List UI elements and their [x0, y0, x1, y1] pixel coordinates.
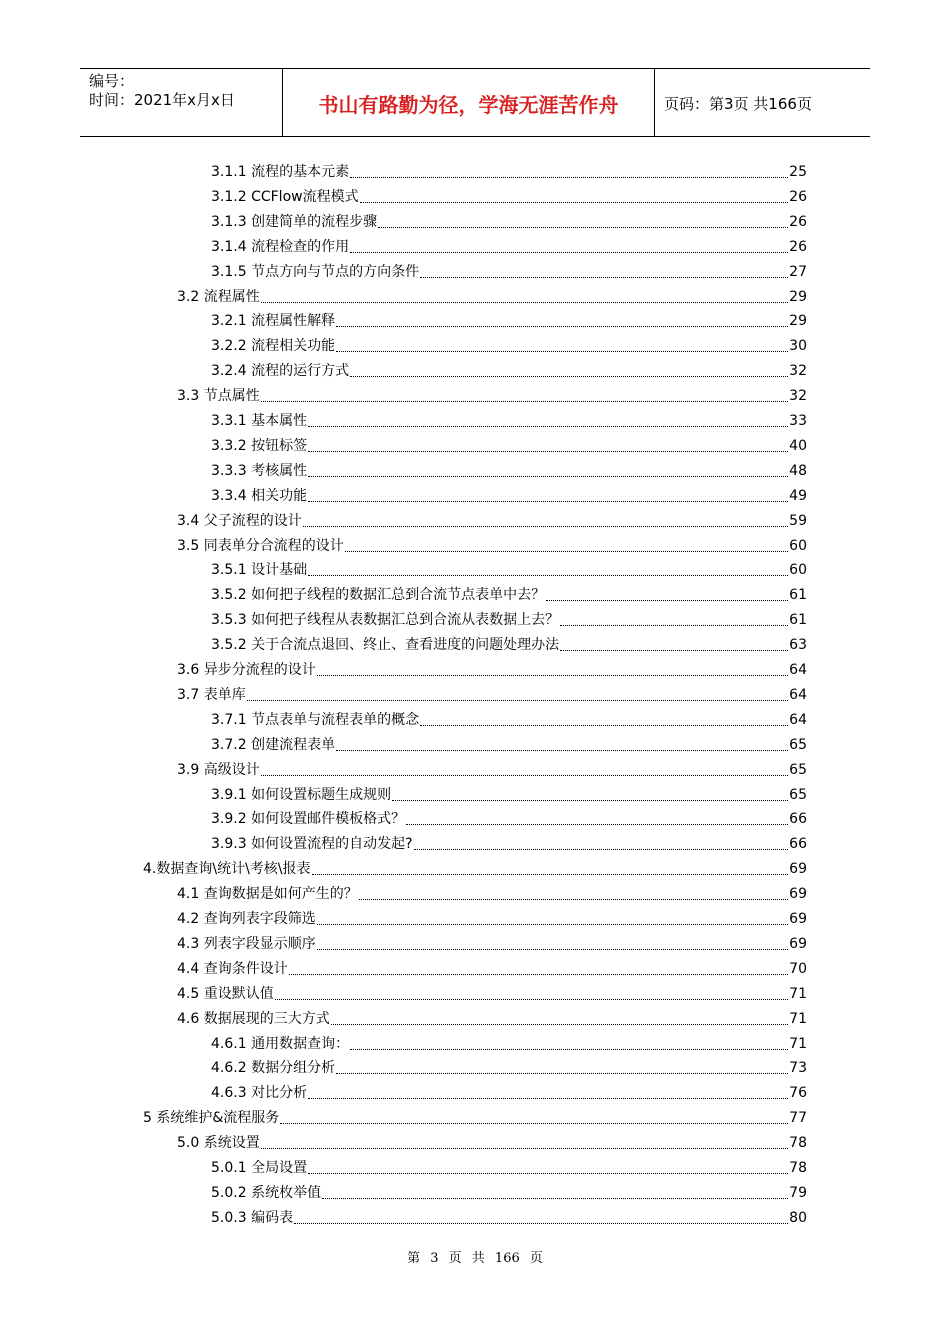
toc-entry[interactable]: [211, 432, 807, 456]
header-motto: 书山有路勤为径，学海无涯苦作舟: [318, 93, 619, 117]
toc-dot-leader: [350, 177, 788, 178]
toc-entry[interactable]: [211, 1154, 807, 1178]
toc-entry-title: 5.0.2 系统枚举值: [211, 1184, 322, 1201]
toc-dot-leader: [317, 949, 788, 950]
toc-dot-leader: [289, 974, 788, 975]
toc-entry[interactable]: [211, 407, 807, 431]
header-left-cell: [80, 69, 282, 136]
toc-dot-leader: [280, 1123, 788, 1124]
toc-entry-title: 3.9.3 如何设置流程的自动发起?: [211, 836, 413, 853]
toc-entry-page: 69: [789, 886, 807, 903]
toc-entry-page: 70: [789, 960, 807, 977]
toc-dot-leader: [322, 1198, 788, 1199]
toc-entry-page: 73: [789, 1060, 807, 1077]
toc-entry-title: 3.9.1 如何设置标题生成规则: [211, 786, 392, 803]
toc-entry-page: 60: [789, 562, 807, 579]
header-right-cell: [655, 69, 870, 136]
toc-entry[interactable]: [211, 1179, 807, 1203]
toc-dot-leader: [392, 800, 788, 801]
toc-dot-leader: [414, 849, 789, 850]
toc-entry-title: 3.1.2 CCFlow流程模式: [211, 188, 359, 205]
toc-entry[interactable]: [211, 805, 807, 829]
document-date-label: 时间：2021年x月x日: [89, 91, 235, 109]
toc-entry[interactable]: [211, 606, 807, 630]
toc-entry-title: 4.数据查询\统计\考核\报表: [143, 861, 311, 878]
toc-entry[interactable]: [211, 1054, 807, 1078]
toc-dot-leader: [261, 1148, 788, 1149]
toc-entry-title: 5.0.3 编码表: [211, 1209, 294, 1226]
toc-dot-leader: [308, 1173, 788, 1174]
toc-entry-title: 3.3 节点属性: [177, 388, 260, 405]
toc-entry-title: 5 系统维护&流程服务: [143, 1110, 280, 1127]
toc-entry-title: 4.6.3 对比分析: [211, 1085, 308, 1102]
toc-dot-leader: [336, 326, 788, 327]
toc-entry[interactable]: [177, 532, 807, 556]
toc-entry-title: 3.1.4 流程检查的作用: [211, 238, 350, 255]
toc-entry-title: 4.1 查询数据是如何产生的？: [177, 886, 358, 903]
toc-entry[interactable]: [177, 880, 807, 904]
toc-entry-page: 78: [789, 1160, 807, 1176]
toc-dot-leader: [378, 227, 788, 228]
toc-entry[interactable]: [177, 283, 807, 307]
toc-entry-page: 65: [789, 786, 807, 803]
toc-entry-page: 64: [789, 662, 807, 678]
toc-entry-title: 3.3.1 基本属性: [211, 413, 308, 429]
toc-entry-title: 3.1.3 创建简单的流程步骤: [211, 213, 378, 230]
toc-entry-page: 64: [789, 686, 807, 703]
header-page-info: 页码：第3页 共166页: [664, 95, 812, 113]
toc-dot-leader: [308, 1098, 788, 1099]
toc-entry-page: 71: [789, 1010, 807, 1027]
toc-dot-leader: [420, 725, 788, 726]
toc-entry-page: 29: [789, 288, 807, 305]
toc-entry[interactable]: [211, 731, 807, 755]
toc-dot-leader: [350, 1049, 788, 1050]
toc-entry-page: 65: [789, 736, 807, 753]
toc-entry-page: 49: [789, 487, 807, 504]
toc-entry-title: 3.7 表单库: [177, 686, 246, 703]
toc-entry[interactable]: [211, 706, 807, 730]
toc-dot-leader: [312, 874, 789, 875]
toc-entry-page: 66: [789, 811, 807, 828]
toc-entry[interactable]: [177, 507, 807, 531]
page-footer: 第 3 页 共 166 页: [407, 1251, 543, 1266]
toc-entry-page: 77: [789, 1110, 807, 1127]
toc-entry-title: 4.6 数据展现的三大方式: [177, 1010, 330, 1027]
toc-entry-page: 69: [789, 911, 807, 927]
toc-dot-leader: [261, 775, 788, 776]
toc-dot-leader: [308, 501, 788, 502]
toc-dot-leader: [308, 476, 788, 477]
toc-entry-title: 4.6.1 通用数据查询：: [211, 1035, 350, 1052]
toc-entry-title: 3.5.2 如何把子线程的数据汇总到合流节点表单中去？: [211, 587, 546, 604]
toc-entry[interactable]: [211, 556, 807, 580]
toc-entry[interactable]: [211, 631, 807, 655]
toc-entry[interactable]: [143, 855, 807, 879]
toc-entry-page: 71: [789, 1035, 807, 1052]
toc-dot-leader: [261, 302, 788, 303]
toc-entry-page: 29: [789, 313, 807, 330]
toc-dot-leader: [336, 351, 788, 352]
toc-entry-page: 27: [789, 263, 807, 280]
toc-entry[interactable]: [211, 457, 807, 481]
toc-entry-title: 3.2.2 流程相关功能: [211, 338, 336, 355]
toc-entry-page: 69: [789, 935, 807, 952]
header-motto-cell: [282, 69, 655, 136]
toc-entry-title: 3.2.1 流程属性解释: [211, 313, 336, 330]
toc-entry-page: 30: [789, 338, 807, 355]
toc-entry-title: 3.7.1 节点表单与流程表单的概念: [211, 711, 420, 728]
toc-entry-title: 3.2.4 流程的运行方式: [211, 363, 350, 380]
toc-entry-title: 3.3.3 考核属性: [211, 462, 308, 479]
toc-entry[interactable]: [211, 781, 807, 805]
document-number-label: 编号：: [89, 72, 135, 90]
toc-entry-title: 3.5 同表单分合流程的设计: [177, 537, 344, 554]
toc-entry[interactable]: [177, 681, 807, 705]
toc-entry[interactable]: [211, 482, 807, 506]
toc-dot-leader: [261, 401, 788, 402]
toc-entry[interactable]: [211, 258, 807, 282]
toc-dot-leader: [350, 252, 788, 253]
toc-entry-title: 4.2 查询列表字段筛选: [177, 911, 316, 927]
toc-dot-leader: [336, 750, 788, 751]
toc-entry-page: 71: [789, 985, 807, 1002]
toc-dot-leader: [359, 899, 788, 900]
toc-entry-page: 32: [789, 363, 807, 380]
toc-entry-page: 48: [789, 462, 807, 479]
toc-entry-title: 4.6.2 数据分组分析: [211, 1060, 336, 1077]
toc-entry-title: 3.1.1 流程的基本元素: [211, 164, 350, 180]
toc-entry-page: 64: [789, 711, 807, 728]
toc-entry-page: 26: [789, 238, 807, 255]
toc-entry-page: 80: [789, 1209, 807, 1226]
toc-dot-leader: [308, 575, 788, 576]
toc-entry[interactable]: [177, 980, 807, 1004]
toc-entry[interactable]: [211, 357, 807, 381]
toc-entry-page: 76: [789, 1085, 807, 1102]
toc-entry-page: 26: [789, 213, 807, 230]
toc-dot-leader: [317, 675, 788, 676]
toc-dot-leader: [303, 526, 788, 527]
toc-entry[interactable]: [177, 756, 807, 780]
toc-entry[interactable]: [211, 1079, 807, 1103]
toc-entry-title: 4.4 查询条件设计: [177, 960, 288, 977]
toc-entry-title: 3.4 父子流程的设计: [177, 512, 302, 529]
toc-entry[interactable]: [177, 656, 807, 680]
toc-entry[interactable]: [211, 332, 807, 356]
toc-entry-title: 3.5.2 关于合流点退回、终止、查看进度的问题处理办法: [211, 637, 560, 654]
toc-entry-page: 32: [789, 388, 807, 405]
toc-entry-page: 78: [789, 1135, 807, 1152]
toc-entry-title: 3.9.2 如何设置邮件模板格式？: [211, 811, 406, 828]
toc-entry-title: 3.5.3 如何把子线程从表数据汇总到合流从表数据上去？: [211, 612, 560, 629]
toc-entry-title: 3.1.5 节点方向与节点的方向条件: [211, 263, 420, 280]
toc-entry-page: 65: [789, 761, 807, 778]
toc-entry-page: 33: [789, 413, 807, 429]
toc-entry-page: 79: [789, 1184, 807, 1201]
toc-entry-page: 66: [789, 836, 807, 853]
toc-entry-page: 25: [789, 164, 807, 180]
toc-entry[interactable]: [177, 382, 807, 406]
page-header: [80, 68, 870, 137]
toc-entry-title: 3.9 高级设计: [177, 761, 260, 778]
toc-entry-title: 3.7.2 创建流程表单: [211, 736, 336, 753]
toc-entry-title: 4.5 重设默认值: [177, 985, 274, 1002]
toc-entry-page: 61: [789, 612, 807, 629]
toc-dot-leader: [275, 999, 788, 1000]
toc-dot-leader: [308, 426, 788, 427]
toc-dot-leader: [560, 625, 788, 626]
toc-entry-title: 3.3.2 按钮标签: [211, 437, 308, 454]
toc-entry[interactable]: [177, 1129, 807, 1153]
toc-entry-page: 63: [789, 637, 807, 654]
toc-entry[interactable]: [143, 1104, 807, 1128]
toc-dot-leader: [350, 376, 788, 377]
toc-entry-title: 4.3 列表字段显示顺序: [177, 935, 316, 952]
toc-entry[interactable]: [211, 581, 807, 605]
toc-entry[interactable]: [211, 307, 807, 331]
toc-dot-leader: [560, 650, 788, 651]
toc-dot-leader: [247, 700, 788, 701]
toc-dot-leader: [294, 1223, 788, 1224]
toc-entry-title: 3.5.1 设计基础: [211, 562, 308, 579]
toc-dot-leader: [331, 1024, 788, 1025]
toc-entry[interactable]: [177, 930, 807, 954]
toc-entry[interactable]: [211, 830, 807, 854]
toc-entry[interactable]: [211, 158, 807, 182]
toc-dot-leader: [420, 277, 788, 278]
toc-entry[interactable]: [177, 905, 807, 929]
toc-dot-leader: [336, 1073, 788, 1074]
toc-entry-page: 59: [789, 512, 807, 529]
toc-dot-leader: [308, 451, 788, 452]
toc-entry-page: 61: [789, 587, 807, 604]
toc-entry[interactable]: [211, 1030, 807, 1054]
toc-dot-leader: [345, 551, 788, 552]
toc-entry-title: 3.3.4 相关功能: [211, 487, 308, 504]
toc-entry-title: 3.2 流程属性: [177, 288, 260, 305]
toc-dot-leader: [546, 600, 788, 601]
toc-entry-page: 26: [789, 188, 807, 205]
toc-dot-leader: [406, 824, 788, 825]
toc-entry[interactable]: [211, 183, 807, 207]
toc-dot-leader: [317, 924, 788, 925]
toc-entry-title: 3.6 异步分流程的设计: [177, 662, 316, 678]
toc-entry[interactable]: [177, 1005, 807, 1029]
toc-entry[interactable]: [211, 1204, 807, 1228]
toc-dot-leader: [360, 202, 789, 203]
toc-entry[interactable]: [211, 233, 807, 257]
toc-entry-title: 5.0 系统设置: [177, 1135, 260, 1152]
toc-entry-title: 5.0.1 全局设置: [211, 1160, 308, 1176]
toc-entry-page: 40: [789, 437, 807, 454]
toc-entry[interactable]: [177, 955, 807, 979]
toc-entry[interactable]: [211, 208, 807, 232]
toc-entry-page: 60: [789, 537, 807, 554]
toc-entry-page: 69: [789, 861, 807, 878]
